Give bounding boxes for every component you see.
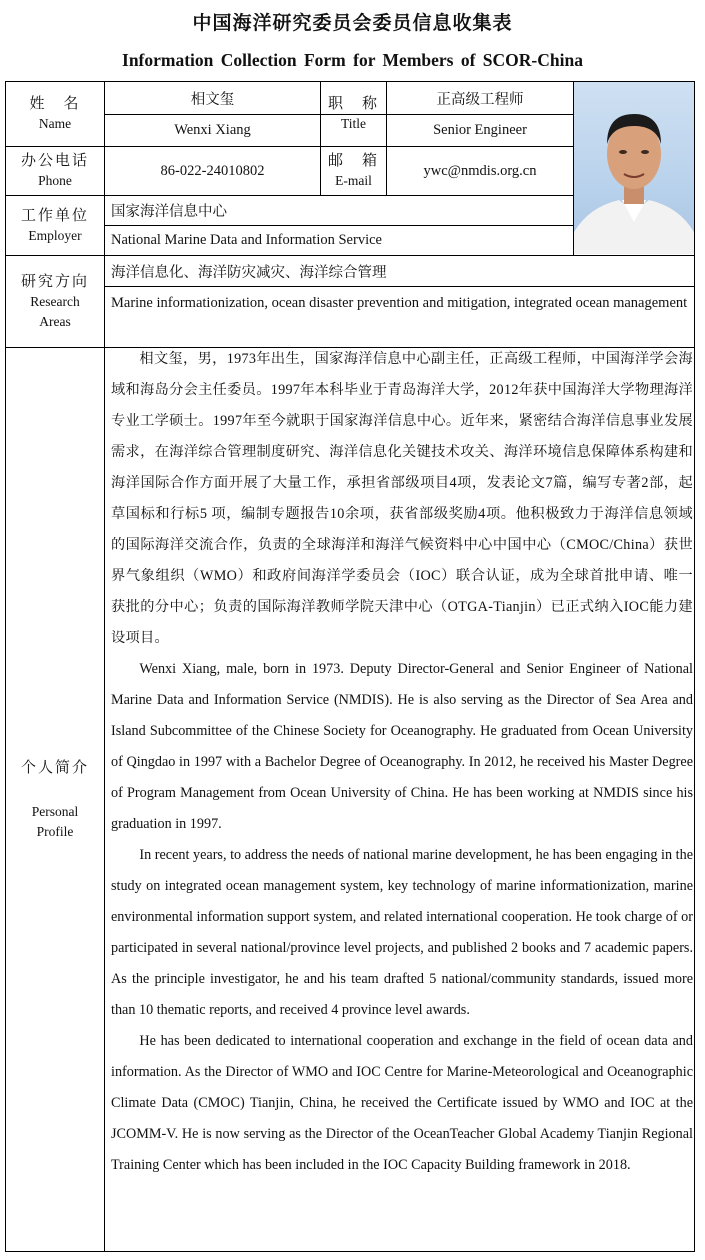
title-value-en: Senior Engineer	[433, 122, 527, 138]
title-value-cn: 正高级工程师	[436, 91, 524, 108]
form-title-english: Information Collection Form for Members of SCOR-China	[122, 50, 583, 70]
profile-label	[6, 348, 104, 1251]
profile-paragraph-cn: 相文玺，男，1973年出生，国家海洋信息中心副主任，正高级工程师，中国海洋学会海域和海岛分会主任委员。1997年本科毕业于青岛海洋大学，2012年获中国海洋大学物理海洋专业工学硕士。1997年至今就职于国家海洋信息中心。近年来，紧密结合海洋信息事业发展需求，在海洋综合管理制度研究、海洋信息化关键技术攻关、海洋环境信息保障体系构建和海洋国际合作方面开展了大量工作，承担省部级项目4项，发表论文7篇，编写专著2部，起草国标和行标5 项，编制专题报告10余项，获省部级奖励4项。他积极致力于海洋信息领域的国际海洋交流合作，负责的全球海洋和海洋气候资料中心中国中心（CMOC/China）获世界气象组织（WMO）和政府间海洋学委员会（IOC）联合认证，成为全球首批申请、唯一获批的分中心；负责的国际海洋教师学院天津中心（OTGA-Tianjin）已正式纳入IOC能力建设项目。	[111, 351, 693, 646]
email-label	[321, 147, 386, 195]
name-label-cn: 姓 名	[29, 96, 81, 112]
name-value-en: Wenxi Xiang	[174, 122, 251, 138]
research-value-cn: 海洋信息化、海洋防灾减灾、海洋综合管理	[111, 264, 387, 281]
profile-label-cn: 个人简介	[20, 759, 89, 776]
employer-value-cn: 国家海洋信息中心	[111, 204, 227, 220]
member-photo	[574, 82, 694, 254]
portrait-image	[574, 82, 694, 254]
email-value: ywc@nmdis.org.cn	[423, 162, 537, 179]
name-label-en: Name	[38, 116, 72, 131]
employer-label	[6, 196, 104, 255]
research-label-en-2: Areas	[39, 313, 71, 329]
employer-label-cn: 工作单位	[20, 207, 89, 224]
research-label	[6, 256, 104, 347]
email-label-en: E-mail	[335, 173, 372, 188]
phone-label-en: Phone	[38, 173, 72, 188]
profile-paragraph-en-2: In recent years, to address the needs of national marine development, he has been engaging in the study on integrated ocean management system, key technology of marine informationization, marine environmental information support system, and related international cooperation. He took charge of or participated in several national/province level projects, and published 2 books and 7 academic papers. As the principle investigator, he and his team drafted 5 national/community standards, issued more than 10 thematic reports, and received 4 province level awards.	[111, 847, 693, 1018]
name-label	[6, 82, 104, 146]
research-label-en-1: Research	[30, 293, 80, 309]
title-label	[321, 82, 386, 146]
research-label-cn: 研究方向	[20, 273, 89, 290]
phone-value: 86-022-24010802	[160, 162, 265, 179]
profile-paragraph-en-1: Wenxi Xiang, male, born in 1973. Deputy Director-General and Senior Engineer of National Marine Data and Information Service (NMDIS). He is also serving as the Director of Sea Area and Island Subcommittee of the Chinese Society for Oceanography. He graduated from Ocean University of Qingdao in 1997 with a Bachelor Degree of Oceanography. In 2012, he received his Master Degree of Program Management from Ocean University of China. He has been working at NMDIS since his graduation in 1997.	[111, 661, 693, 832]
profile-text	[111, 344, 693, 1181]
member-info-form	[5, 81, 695, 1252]
name-value-cn: 相文玺	[190, 91, 235, 108]
employer-label-en: Employer	[28, 227, 82, 243]
form-title-chinese: 中国海洋研究委员会委员信息收集表	[192, 13, 513, 34]
employer-value-en: National Marine Data and Information Service	[111, 232, 382, 248]
phone-label-cn: 办公电话	[20, 153, 89, 169]
profile-paragraph-en-3: He has been dedicated to international cooperation and exchange in the field of ocean data and information. As the Director of WMO and IOC Centre for Marine-Meteorological and Oceanographic Climate Data (CMOC) Tianjin, China, he received the Certificate issued by WMO and IOC at the JCOMM-V. He is now serving as the Director of the OceanTeacher Global Academy Tianjin Regional Training Center which has been included in the IOC Capacity Building framework in 2018.	[111, 1033, 693, 1173]
profile-label-en-1: Personal	[31, 803, 79, 819]
title-label-en: Title	[340, 116, 367, 131]
email-label-cn: 邮 箱	[327, 153, 379, 169]
title-label-cn: 职 称	[327, 96, 379, 112]
profile-label-en-2: Profile	[36, 823, 74, 839]
phone-label	[6, 147, 104, 195]
research-value-en: Marine informationization, ocean disaster prevention and mitigation, integrated ocean management	[111, 295, 688, 311]
